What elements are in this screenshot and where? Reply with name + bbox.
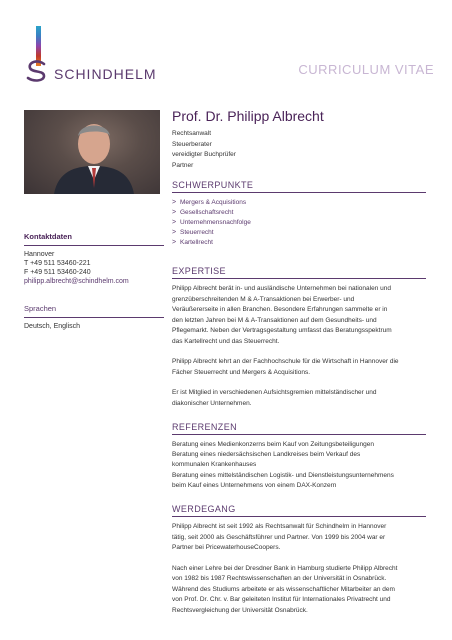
text-line: Veräußererseite in allen Branchen. Besondere Erfahrungen sammelte er in [172, 306, 388, 313]
expertise-paragraph [172, 388, 426, 409]
list-item[interactable] [172, 208, 426, 218]
contact-heading: Kontaktdaten [24, 232, 72, 241]
list-item-label: Steuerrecht [180, 229, 214, 236]
chevron-right-icon: > [172, 219, 177, 226]
contact-divider [24, 245, 164, 246]
list-item-label: Gesellschaftsrecht [180, 209, 234, 216]
text-line: Partner bei PricewaterhouseCoopers. [172, 544, 281, 551]
chevron-right-icon: > [172, 199, 177, 206]
chevron-right-icon: > [172, 239, 177, 246]
text-line: von Prof. Dr. Chr. v. Bar geleiteten Institut für Internationales Privatrecht und [172, 596, 391, 603]
person-name: Prof. Dr. Philipp Albrecht [172, 108, 324, 124]
werdegang-section [172, 504, 426, 626]
text-line: Philipp Albrecht berät in- und ausländische Unternehmen bei nationalen und [172, 285, 391, 292]
list-item-label: Kartellrecht [180, 239, 213, 246]
text-line: Er ist Mitglied in verschiedenen Aufsichtsgremien mittelständischer und [172, 389, 377, 396]
chevron-right-icon: > [172, 229, 177, 236]
text-line: grenzüberschreitenden M & A-Transaktionen bei Erwerber- und [172, 295, 355, 303]
languages-heading: Sprachen [24, 304, 57, 313]
contact-phone: T +49 511 53460-221 [24, 260, 91, 267]
text-line: Während des Studiums arbeitete er als wissenschaftlicher Mitarbeiter an dem [172, 585, 395, 593]
text-line: Philipp Albrecht ist seit 1992 als Rechtsanwalt für Schindhelm in Hannover [172, 523, 387, 530]
person-title: vereidigter Buchprüfer [172, 151, 236, 158]
expertise-section [172, 266, 426, 419]
logo-s-icon [24, 60, 50, 82]
reference-line: kommunalen Krankenhauses [172, 461, 257, 469]
list-item[interactable] [172, 218, 426, 228]
cv-label: CURRICULUM VITAE [298, 62, 434, 77]
list-item[interactable] [172, 238, 426, 248]
expertise-paragraph [172, 357, 426, 378]
werdegang-heading: WERDEGANG [172, 504, 426, 517]
languages-value: Deutsch, Englisch [24, 323, 81, 330]
text-line: das Kartellrecht und das Steuerrecht. [172, 337, 280, 345]
schwerpunkte-section [172, 180, 426, 248]
chevron-right-icon: > [172, 209, 177, 216]
schwerpunkte-heading: SCHWERPUNKTE [172, 180, 426, 193]
contact-city: Hannover [24, 251, 55, 258]
brand-name: SCHINDHELM [54, 66, 157, 82]
werdegang-paragraph [172, 564, 426, 617]
portrait-illustration [24, 110, 160, 194]
reference-line: Beratung eines Medienkonzerns beim Kauf von Zeitungsbeteiligungen [172, 441, 374, 448]
list-item[interactable] [172, 198, 426, 208]
languages-divider [24, 317, 164, 318]
text-line: Fächer Steuerrecht und Mergers & Acquisitions. [172, 368, 311, 376]
referenzen-heading: REFERENZEN [172, 422, 426, 435]
text-line: von 1982 bis 1987 Rechtswissenschaften an der Universität in Osnabrück. [172, 575, 387, 582]
reference-line: Beratung eines niedersächsischen Landkreises beim Verkauf des [172, 451, 361, 459]
person-title: Partner [172, 161, 194, 169]
contact-email-link[interactable]: philipp.albrecht@schindhelm.com [24, 278, 129, 285]
text-line: tätig, seit 2000 als Geschäftsführer und Partner. Von 1999 bis 2004 war er [172, 533, 386, 541]
sidebar [24, 232, 164, 331]
list-item-label: Unternehmensnachfolge [180, 219, 251, 226]
person-title: Rechtsanwalt [172, 130, 212, 137]
expertise-heading: EXPERTISE [172, 266, 426, 279]
text-line: Philipp Albrecht lehrt an der Fachhochschule für die Wirtschaft in Hannover die [172, 358, 399, 365]
text-line: Nach einer Lehre bei der Dresdner Bank in Hamburg studierte Philipp Albrecht [172, 564, 398, 572]
list-item-label: Mergers & Acquisitions [180, 199, 247, 206]
contact-fax: F +49 511 53460-240 [24, 269, 91, 276]
schindhelm-logo [24, 26, 157, 82]
list-item[interactable] [172, 228, 426, 238]
text-line: diakonischer Unternehmen. [172, 399, 252, 407]
referenzen-section [172, 422, 426, 491]
text-line: den letzten Jahren bei M & A-Transaktionen auf dem Gesundheits- und [172, 316, 377, 324]
expertise-paragraph [172, 284, 426, 347]
reference-line: Beratung eines mittelständischen Logistik- und Dienstleistungsunternehmens [172, 471, 394, 479]
text-line: Pflegemarkt. Neben der Vertragsgestaltung umfasst das Beratungsspektrum [172, 327, 392, 334]
portrait-photo [24, 110, 160, 194]
werdegang-paragraph [172, 522, 426, 554]
reference-line: beim Kauf eines Unternehmens von einem DAX-Konzern [172, 481, 337, 489]
person-title: Steuerberater [172, 140, 212, 148]
profile-header [172, 108, 426, 171]
text-line: Rechtsvergleichung der Universität Osnabrück. [172, 606, 308, 614]
